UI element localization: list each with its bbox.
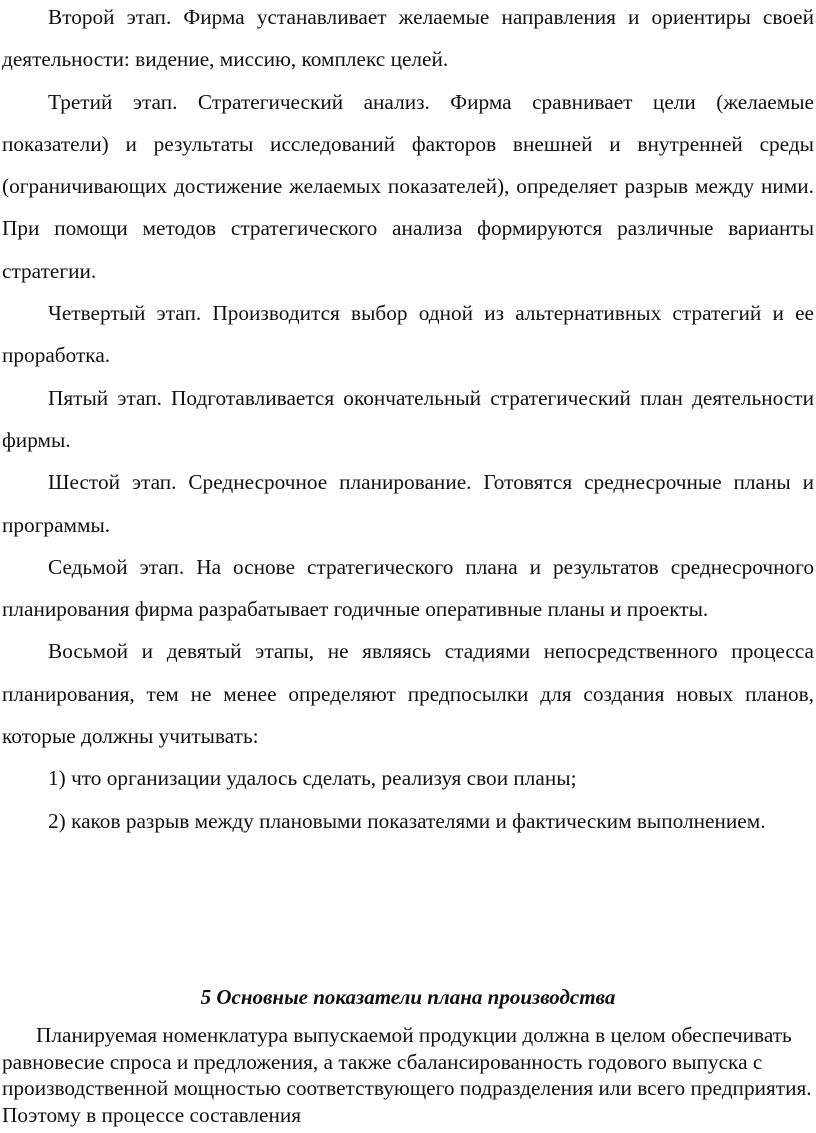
section-paragraph: Планируемая номенклатура выпускаемой продукции должна в целом обеспечивать равновесие спроса и предложения, а также сбалансированность годового выпуска с производственной мощностью соответствующего подразделения или всего предприятия. Поэтому в процессе составления — [2, 1023, 812, 1127]
paragraph-stage-7: Седьмой этап. На основе стратегического плана и результатов среднесрочного планирования фирма разрабатывает годичные оперативные планы и проекты. — [2, 554, 814, 622]
list-item-2: 2) каков разрыв между плановыми показателями и фактическим выполнением. — [48, 808, 766, 833]
paragraph-stage-5: Пятый этап. Подготавливается окончательный стратегический план деятельности фирмы. — [2, 385, 814, 452]
paragraph-stage-4: Четвертый этап. Производится выбор одной из альтернативных стратегий и ее проработка. — [2, 301, 814, 368]
paragraph-stage-2: Второй этап. Фирма устанавливает желаемые направления и ориентиры своей деятельности: видение, миссию, комплекс целей. — [2, 5, 814, 72]
section-heading: 5 Основные показатели плана производства — [200, 985, 616, 1009]
list-item-1: 1) что организации удалось сделать, реализуя свои планы; — [48, 766, 577, 791]
stages-text-block — [2, 0, 814, 842]
paragraph-stage-3: Третий этап. Стратегический анализ. Фирма сравнивает цели (желаемые показатели) и результаты исследований факторов внешней и внутренней среды (ограничивающих достижение желаемых показателей), определяет разрыв между ними. При помощи методов стратегического анализа формируются различные варианты стратегии. — [2, 89, 814, 283]
paragraph-stages-8-9: Восьмой и девятый этапы, не являясь стадиями непосредственного процесса планирования, тем не менее определяют предпосылки для создания новых планов, которые должны учитывать: — [2, 639, 814, 749]
section-text-block — [2, 1022, 814, 1128]
paragraph-stage-6: Шестой этап. Среднесрочное планирование. Готовятся среднесрочные планы и программы. — [2, 470, 814, 537]
